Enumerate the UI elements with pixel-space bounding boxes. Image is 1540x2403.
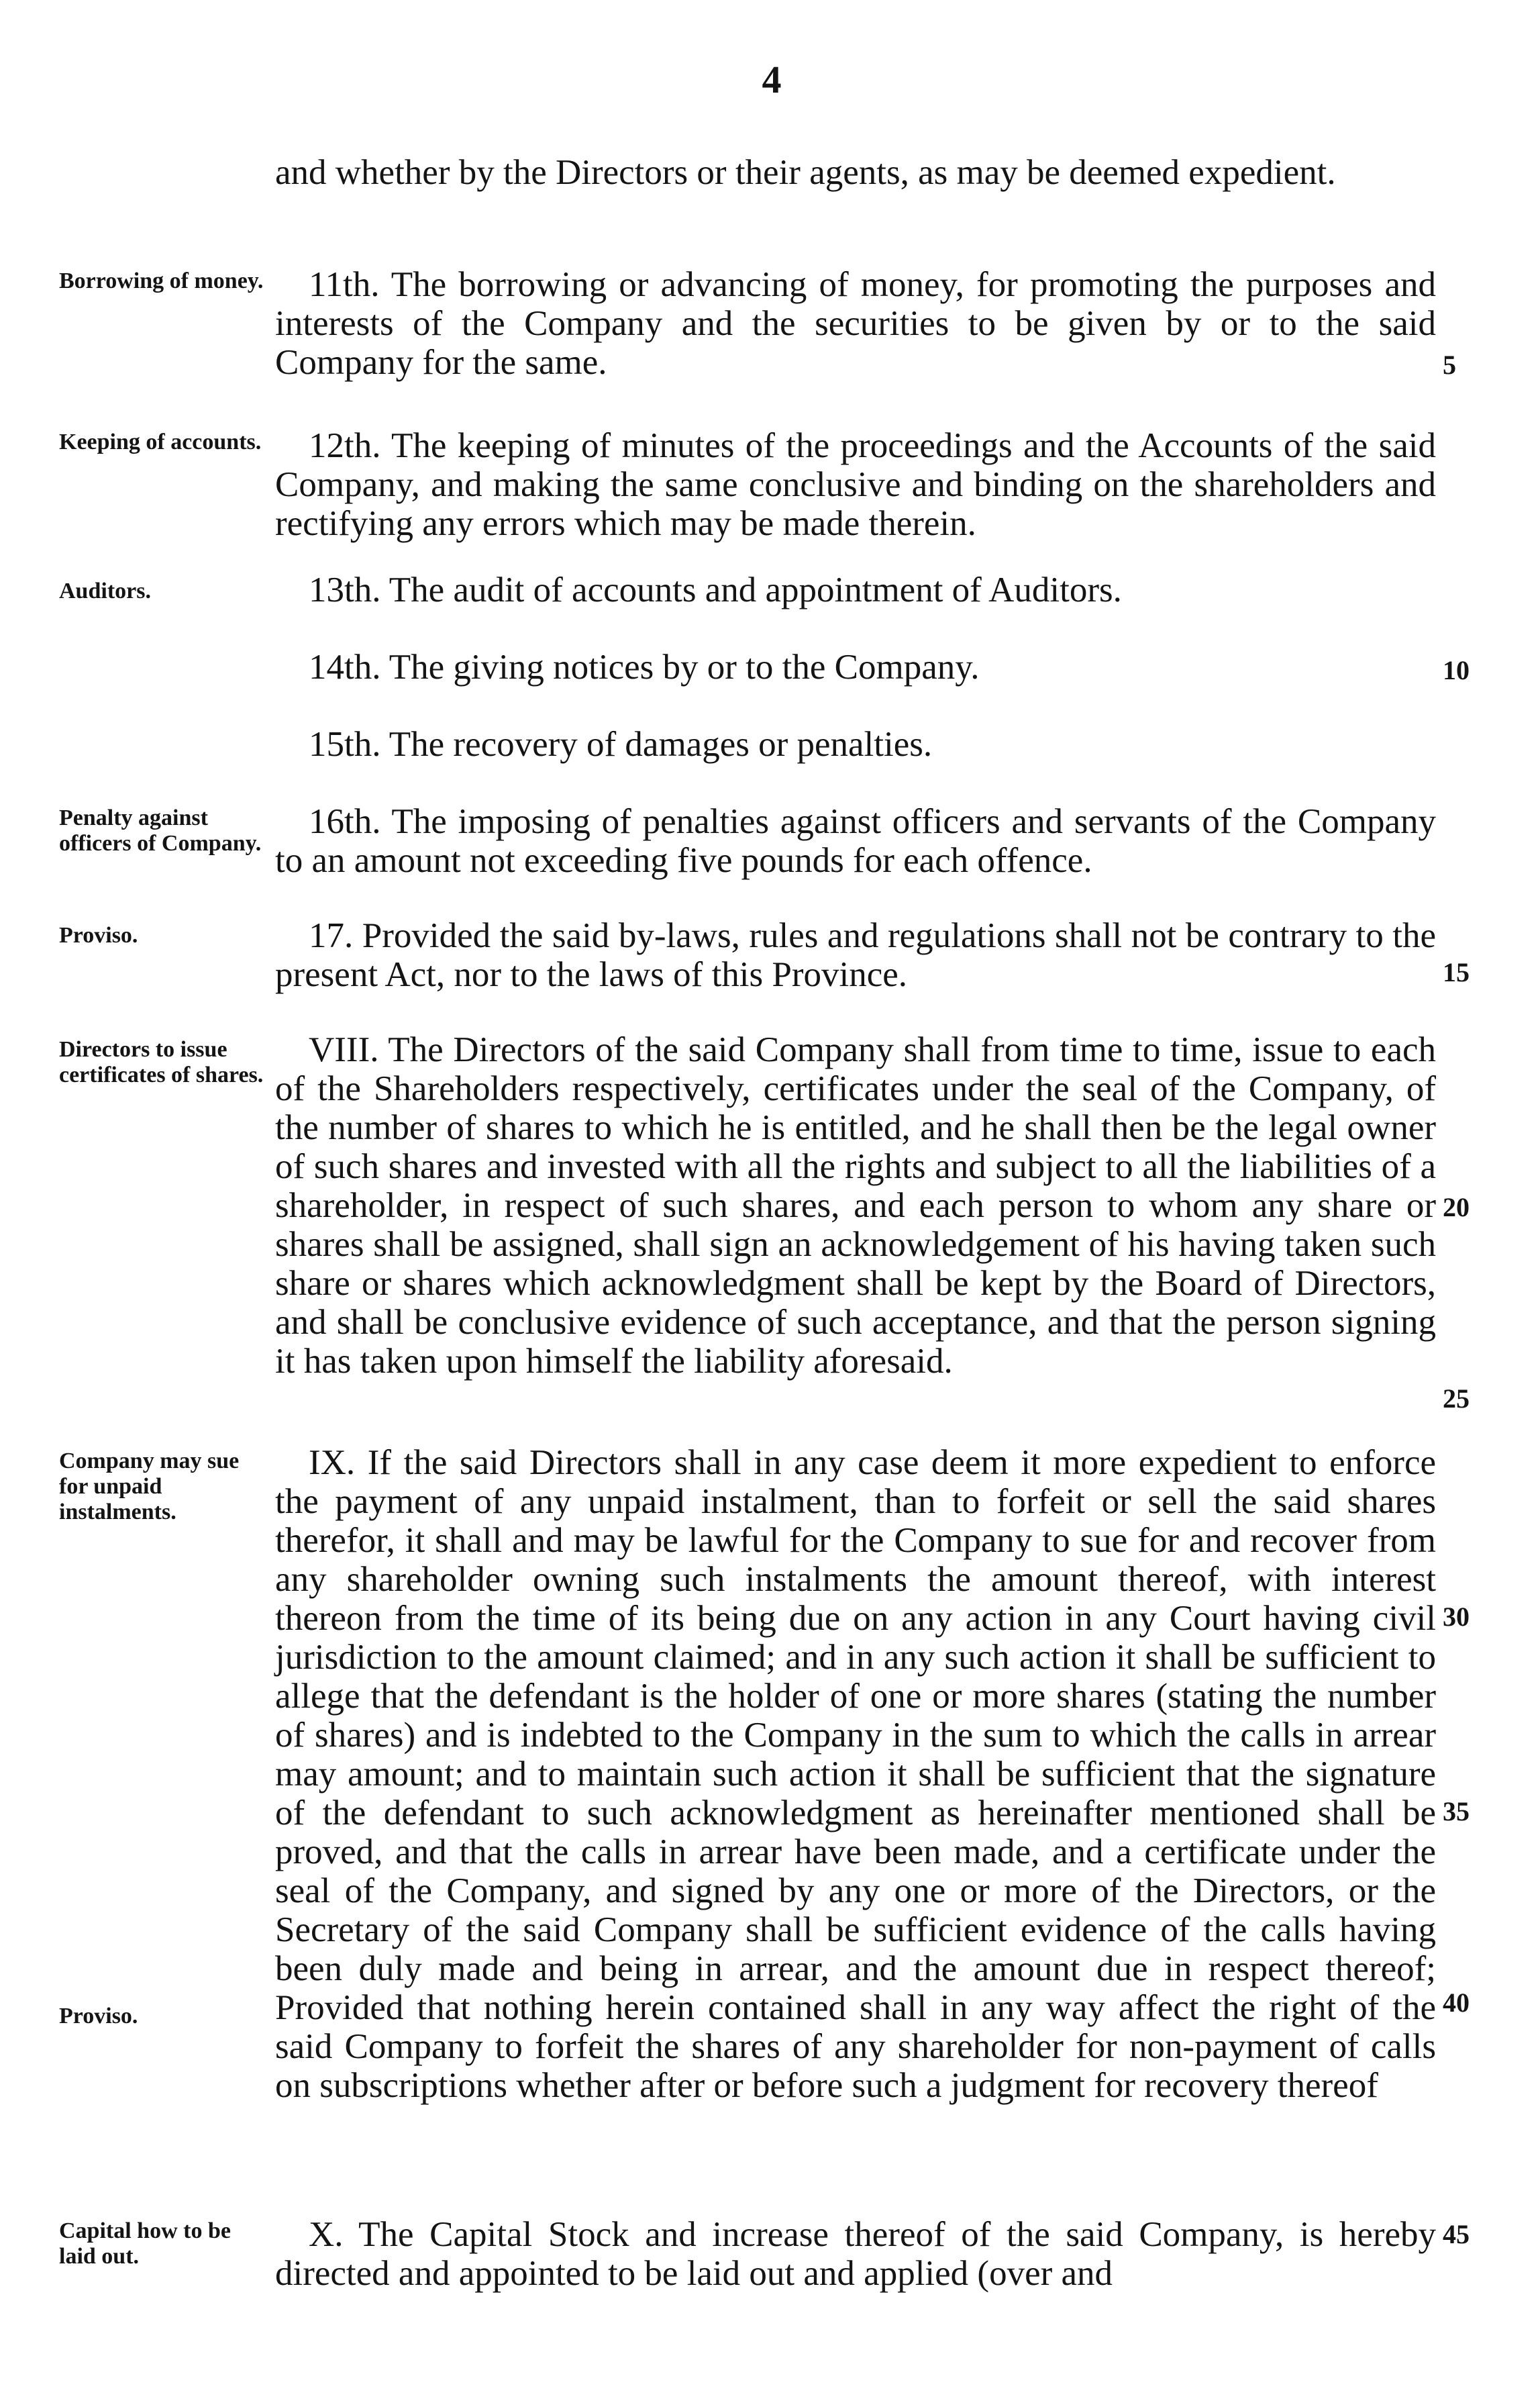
margin-note-auditors: Auditors. [59,579,151,603]
line-number: 30 [1443,1602,1470,1632]
paragraph-16th: 16th. The imposing of penalties against officers and servants of the Company to an amount not exceeding five pounds for each offence. [275,802,1436,880]
line-number: 15 [1443,957,1470,987]
margin-note-company-sue: Company may sue for unpaid instalments. [59,1449,240,1524]
line-number: 45 [1443,2219,1470,2249]
paragraph-12th: 12th. The keeping of minutes of the proceedings and the Accounts of the said Company, and making the same conclusive and binding on the shareholders and rectifying any errors which may be made therein. [275,426,1436,543]
paragraph-11th: 11th. The borrowing or advancing of money, for promoting the purposes and interests of the Company and the securities to be given by or to the said Company for the same. [275,265,1436,382]
margin-note-proviso-2: Proviso. [59,2004,138,2028]
line-number: 25 [1443,1383,1470,1414]
section-x: X. The Capital Stock and increase thereof of the said Company, is hereby directed and appointed to be laid out and applied (over and [275,2215,1436,2293]
line-number: 20 [1443,1192,1470,1222]
line-number: 5 [1443,350,1456,380]
margin-note-proviso: Proviso. [59,923,138,948]
line-number: 10 [1443,655,1470,685]
intro-text: and whether by the Directors or their agents, as may be deemed expedient. [275,153,1336,192]
line-number: 35 [1443,1796,1470,1826]
paragraph-13th: 13th. The audit of accounts and appointment of Auditors. [309,571,1122,609]
margin-note-penalty: Penalty against officers of Company. [59,805,262,856]
margin-note-capital: Capital how to be laid out. [59,2218,231,2269]
paragraph-17: 17. Provided the said by-laws, rules and regulations shall not be contrary to the present Act, nor to the laws of this Province. [275,916,1436,994]
margin-note-directors: Directors to issue certificates of shares. [59,1037,264,1087]
line-number: 40 [1443,1988,1470,2018]
paragraph-15th: 15th. The recovery of damages or penalties. [309,725,933,764]
section-viii: VIII. The Directors of the said Company shall from time to time, issue to each of the Shareholders respectively, certificates under the seal of the Company, of the number of shares to which he is entitled, and he shall then be the legal owner of such shares and invested with all the rights and subject to all the liabilities of a shareholder, in respect of such shares, and each person to whom any share or shares shall be assigned, shall sign an acknowledgement of his having taken such share or shares which acknowledgment shall be kept by the Board of Directors, and shall be conclusive evidence of such acceptance, and that the person signing it has taken upon himself the liability aforesaid. [275,1030,1436,1381]
page-number: 4 [762,58,782,101]
margin-note-borrowing: Borrowing of money. [59,268,264,293]
section-ix: IX. If the said Directors shall in any case deem it more expedient to enforce the payment of any unpaid instalment, than to forfeit or sell the said shares therefor, it shall and may be lawful for the Company to sue for and recover from any shareholder owning such instalments the amount thereof, with interest thereon from the time of its being due on any action in any Court having civil jurisdiction to the amount claimed; and in any such action it shall be sufficient to allege that the defendant is the holder of one or more shares (stating the number of shares) and is indebted to the Company in the sum to which the calls in arrear may amount; and to maintain such action it shall be sufficient that the signature of the defendant to such acknowledgment as hereinafter mentioned shall be proved, and that the calls in arrear have been made, and a certificate under the seal of the Company, and signed by any one or more of the Directors, or the Secretary of the said Company shall be sufficient evidence of the calls having been duly made and being in arrear, and the amount due in respect thereof; Provided that nothing herein contained shall in any way affect the right of the said Company to forfeit the shares of any shareholder for non-payment of calls on subscriptions whether after or before such a judgment for recovery thereof [275,1443,1436,2105]
margin-note-keeping: Keeping of accounts. [59,430,262,454]
paragraph-14th: 14th. The giving notices by or to the Company. [309,648,980,687]
